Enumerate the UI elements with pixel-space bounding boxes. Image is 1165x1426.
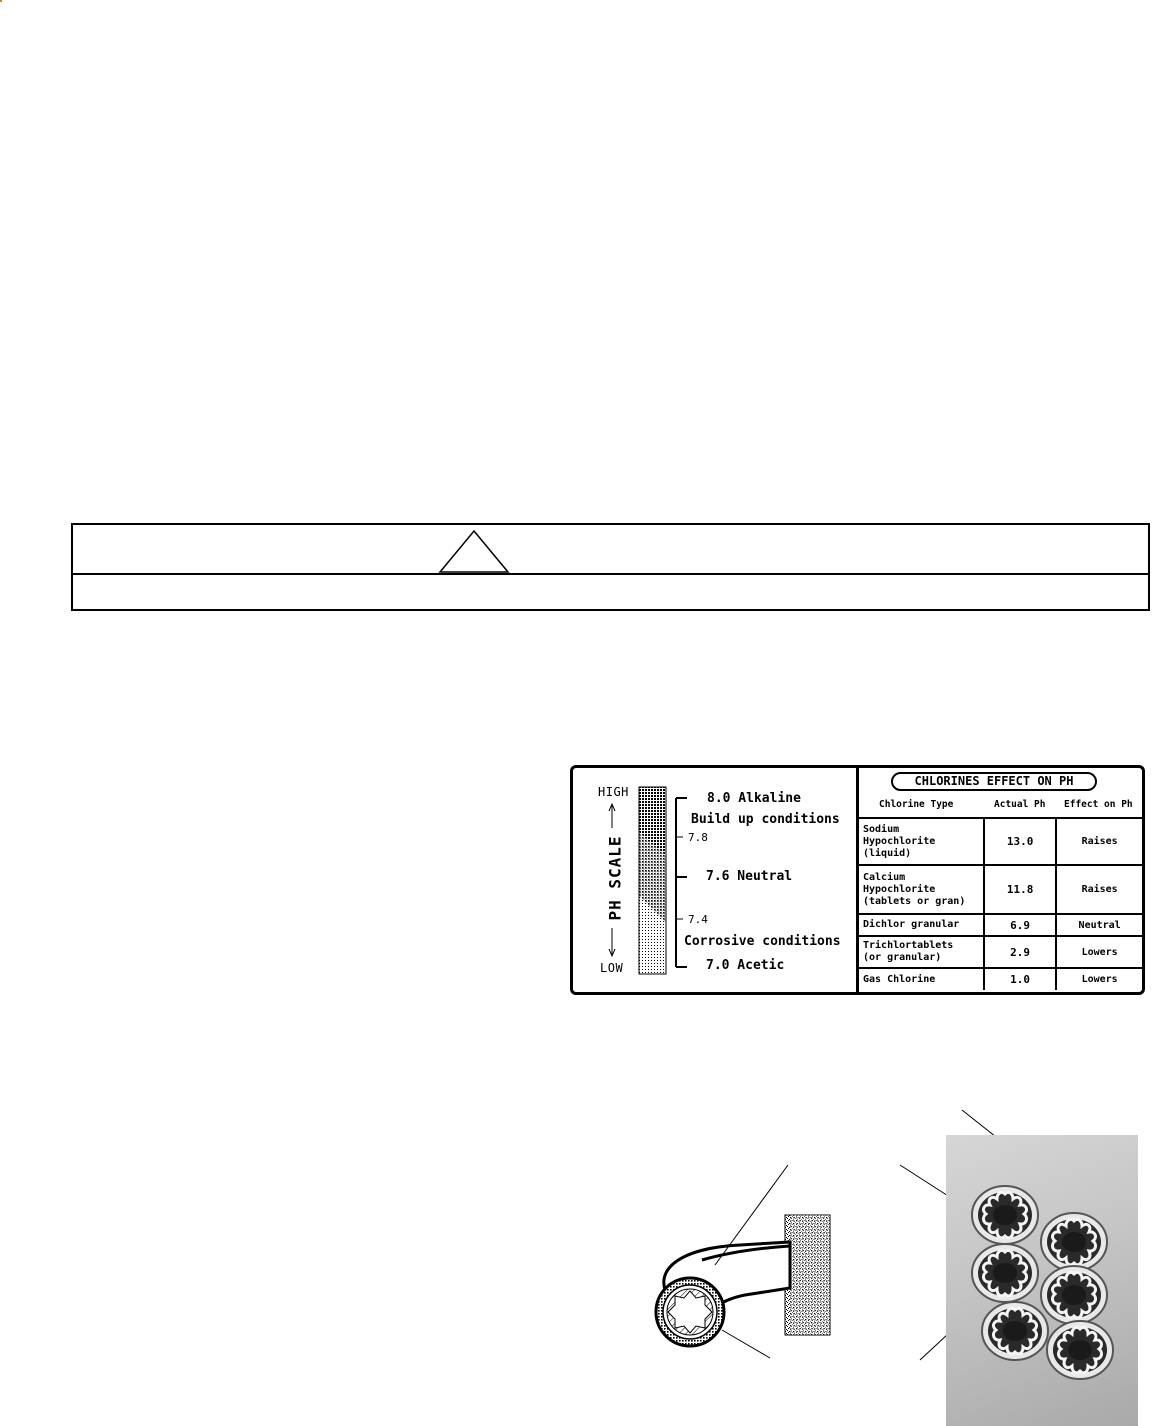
ph-corrosive-label: Corrosive conditions <box>684 934 841 949</box>
effect-cell: Lowers <box>1056 968 1142 990</box>
effect-cell: Neutral <box>1056 914 1142 936</box>
ph-point-7-4: 7.4 <box>688 913 708 926</box>
type-line: (or granular) <box>863 952 942 963</box>
type-line: (tablets or gran) <box>863 895 966 907</box>
type-line: Gas Chlorine <box>863 973 936 985</box>
warning-divider <box>73 573 1148 575</box>
effect-cell: Raises <box>1056 865 1142 914</box>
col-effect-on-ph: Effect on Ph <box>1064 799 1133 810</box>
actual-ph-cell: 6.9 <box>984 914 1056 936</box>
effect-cell: Raises <box>1056 818 1142 865</box>
ph-build-up-label: Build up conditions <box>691 812 840 827</box>
chlorine-type-cell <box>859 818 984 865</box>
scaled-tubes-photo <box>946 1135 1138 1426</box>
table-row <box>859 936 1142 968</box>
chlorine-table <box>859 817 1142 990</box>
type-line: (liquid) <box>863 847 912 859</box>
table-row <box>859 818 1142 865</box>
chlorine-table-title: CHLORINES EFFECT ON PH <box>891 772 1097 791</box>
ph-point-7-6: 7.6 Neutral <box>706 869 793 884</box>
actual-ph-cell: 2.9 <box>984 936 1056 968</box>
type-line: Hypochlorite <box>863 883 936 895</box>
effect-cell: Lowers <box>1056 936 1142 968</box>
tube-ends-graphic <box>946 1135 1138 1426</box>
chlorine-type-cell <box>859 914 984 936</box>
ph-chlorine-panel <box>570 765 1145 995</box>
type-line: Dichlor granular <box>863 919 960 930</box>
ph-low-label: LOW <box>600 961 624 975</box>
actual-ph-cell: 13.0 <box>984 818 1056 865</box>
actual-ph-cell: 1.0 <box>984 968 1056 990</box>
chlorine-type-cell <box>859 865 984 914</box>
ph-scale-title: PH SCALE <box>605 835 625 921</box>
table-row <box>859 914 1142 936</box>
type-line: Sodium <box>863 823 900 835</box>
table-row <box>859 968 1142 990</box>
table-row <box>859 865 1142 914</box>
corner-mark <box>0 0 2 2</box>
type-line: Trichlortablets <box>863 940 954 951</box>
type-line: Calcium <box>863 871 906 883</box>
ph-point-7-8: 7.8 <box>688 831 708 844</box>
type-line: Hypochlorite <box>863 835 936 847</box>
col-actual-ph: Actual Ph <box>994 799 1046 810</box>
chlorine-type-cell <box>859 936 984 968</box>
actual-ph-cell: 11.8 <box>984 865 1056 914</box>
chlorine-type-cell <box>859 968 984 990</box>
col-chlorine-type: Chlorine Type <box>879 799 954 810</box>
ph-high-label: HIGH <box>598 785 629 799</box>
warning-box <box>71 523 1150 611</box>
ph-point-7-0: 7.0 Acetic <box>706 958 785 973</box>
ph-point-8-0: 8.0 Alkaline <box>707 791 801 806</box>
warning-triangle-icon <box>438 529 510 573</box>
